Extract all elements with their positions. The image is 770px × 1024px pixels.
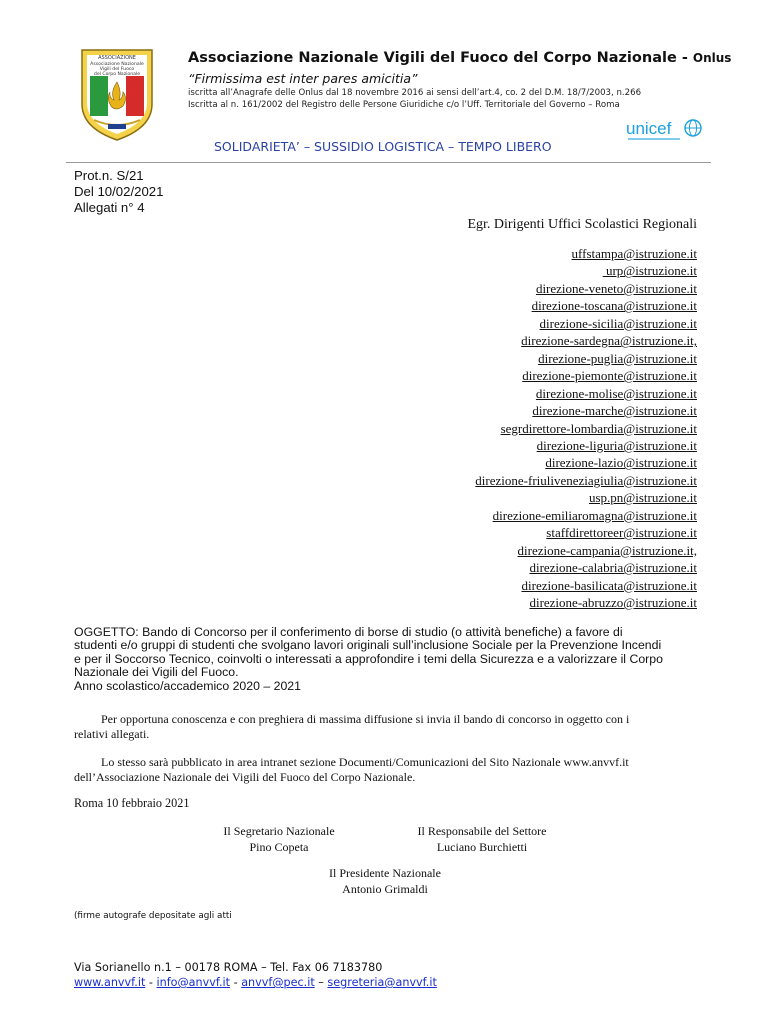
recipient-heading: Egr. Dirigenti Uffici Scolastici Regionali xyxy=(467,217,697,232)
email-link[interactable]: direzione-toscana@istruzione.it xyxy=(531,298,697,314)
pec-email-link[interactable]: anvvf@pec.it xyxy=(241,976,315,989)
unicef-wordmark: unicef xyxy=(626,119,672,138)
subject-line: Anno scolastico/accademico 2020 – 2021 xyxy=(74,678,301,693)
organization-name-text: Associazione Nazionale Vigili del Fuoco del Corpo Nazionale - xyxy=(188,50,693,66)
place-date: Roma 10 febbraio 2021 xyxy=(74,796,190,810)
registration-line: iscritta all’Anagrafe delle Onlus dal 18 novembre 2016 ai sensi dell’art.4, co. 2 del D.M. 18/7/2003, n.266 xyxy=(188,88,642,98)
signature-name: Luciano Burchietti xyxy=(436,839,528,854)
secretary-email-link[interactable]: segreteria@anvvf.it xyxy=(327,976,437,989)
signature-title: Il Responsabile del Settore xyxy=(417,824,547,838)
body-paragraph xyxy=(74,755,629,785)
link-separator: - xyxy=(230,976,242,989)
unicef-globe-icon xyxy=(685,120,701,136)
email-link[interactable]: direzione-veneto@istruzione.it xyxy=(535,280,697,296)
signature-secretary xyxy=(206,824,352,855)
email-link[interactable]: direzione-campania@istruzione.it, xyxy=(517,542,697,558)
paragraph-line: Lo stesso sarà pubblicato in area intranet sezione Documenti/Comunicazioni del Sito Nazionale www.anvvf.it xyxy=(74,755,629,769)
website-link[interactable]: www.anvvf.it xyxy=(74,976,146,989)
email-link[interactable]: direzione-piemonte@istruzione.it xyxy=(522,368,697,384)
subject-line: e per il Soccorso Tecnico, coinvolti o interessati a approfondire i temi della Sicurezza e a valorizzare il Corpo xyxy=(74,651,663,666)
email-link[interactable]: segrdirettore-lombardia@istruzione.it xyxy=(500,420,697,436)
logo-text-line: Associazione Nazionale xyxy=(90,62,144,67)
logo-text-line: del Corpo Nazionale xyxy=(93,72,141,77)
registration-line: Iscritta al n. 161/2002 del Registro delle Persone Giuridiche c/o l’Uff. Territoriale del Governo – Roma xyxy=(188,100,620,110)
signature-name: Antonio Grimaldi xyxy=(342,881,428,896)
logo-text-line: ASSOCIAZIONE xyxy=(98,55,136,61)
recipient-email-list xyxy=(475,245,697,612)
motto: “Firmissima est inter pares amicitia” xyxy=(188,71,418,86)
email-link[interactable]: direzione-molise@istruzione.it xyxy=(535,385,697,401)
signature-footnote: (firme autografe depositate agli atti xyxy=(74,911,232,921)
paragraph-line: dell’Associazione Nazionale dei Vigili del Fuoco del Corpo Nazionale. xyxy=(74,770,416,784)
signature-title: Il Presidente Nazionale xyxy=(329,866,441,880)
subject-line: studenti e/o gruppi di studenti che svolgano lavori originali sull’inclusione Sociale per la Prevenzione Incendi xyxy=(74,638,662,653)
subject-line: OGGETTO: Bando di Concorso per il conferimento di borse di studio (o attività benefiche) a favore di xyxy=(74,625,623,639)
link-separator: – xyxy=(314,976,328,989)
email-link[interactable]: direzione-friuliveneziagiulia@istruzione.it xyxy=(475,472,697,488)
organization-name xyxy=(188,50,731,66)
footer-address: Via Sorianello n.1 – 00178 ROMA – Tel. Fax 06 7183780 xyxy=(74,961,383,974)
subject-block xyxy=(74,626,700,693)
link-separator: - xyxy=(145,976,157,989)
protocol-date: Del 10/02/2021 xyxy=(74,184,164,199)
signature-title: Il Segretario Nazionale xyxy=(223,824,335,838)
email-link[interactable]: direzione-sicilia@istruzione.it xyxy=(539,315,697,331)
info-email-link[interactable]: info@anvvf.it xyxy=(156,976,231,989)
email-link[interactable]: direzione-calabria@istruzione.it xyxy=(529,560,697,576)
email-link[interactable]: uffstampa@istruzione.it xyxy=(571,246,697,261)
email-link[interactable]: direzione-puglia@istruzione.it xyxy=(538,350,697,366)
organization-suffix: Onlus xyxy=(692,51,732,65)
footer-links xyxy=(74,976,437,989)
email-link[interactable]: urp@istruzione.it xyxy=(602,263,697,279)
signature-name: Pino Copeta xyxy=(249,839,309,854)
paragraph-line: Per opportuna conoscenza e con preghiera di massima diffusione si invia il bando di concorso in oggetto con i xyxy=(74,712,630,726)
logo-text-line: Vigili del Fuoco xyxy=(99,67,135,72)
email-link[interactable]: direzione-basilicata@istruzione.it xyxy=(521,577,697,593)
body-paragraph xyxy=(74,712,629,742)
email-link[interactable]: direzione-lazio@istruzione.it xyxy=(545,455,697,471)
protocol-number: Prot.n. S/21 xyxy=(74,168,144,183)
paragraph-line: relativi allegati. xyxy=(74,727,150,741)
email-link[interactable]: direzione-liguria@istruzione.it xyxy=(536,437,697,453)
email-link[interactable]: direzione-abruzzo@istruzione.it xyxy=(529,595,697,611)
email-link[interactable]: staffdirettoreer@istruzione.it xyxy=(546,525,697,541)
protocol-attachments: Allegati n° 4 xyxy=(74,200,145,215)
email-link[interactable]: direzione-marche@istruzione.it xyxy=(532,403,697,419)
tagline: SOLIDARIETA’ – SUSSIDIO LOGISTICA – TEMPO LIBERO xyxy=(214,139,552,154)
header-divider xyxy=(66,162,711,163)
signature-president xyxy=(300,866,470,897)
subject-line: Nazionale dei Vigili del Fuoco. xyxy=(74,665,239,680)
signature-manager xyxy=(402,824,562,855)
email-link[interactable]: direzione-emiliaromagna@istruzione.it xyxy=(492,507,697,523)
unicef-logo xyxy=(626,116,706,146)
association-logo xyxy=(78,46,156,142)
email-link[interactable]: usp.pn@istruzione.it xyxy=(588,490,697,506)
email-link[interactable]: direzione-sardegna@istruzione.it, xyxy=(521,333,697,349)
